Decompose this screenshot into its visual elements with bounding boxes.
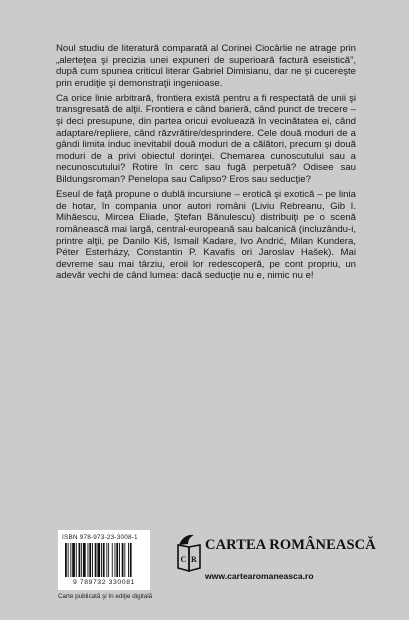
digital-edition-note: Carte publicată şi în ediţie digitală bbox=[58, 593, 153, 600]
publisher-name: CARTEA ROMÂNEASCĂ bbox=[205, 537, 376, 553]
blurb-paragraph-1: Noul studiu de literatură comparată al Corinei Ciocârlie ne atrage prin „alerteţea şi precizia unei expuneri de superioară factură eseistică”, după cum spunea criticul literar Gabriel Dimisianu, dar ne şi cucereşte prin erudiţie şi demonstraţii ingenioase. bbox=[56, 43, 356, 89]
isbn-barcode-box bbox=[58, 530, 150, 590]
blurb-paragraph-3: Eseul de faţă propune o dublă incursiune – erotică şi exotică – pe linia de hotar, în compania unor autori români (Liviu Rebreanu, Gib I. Mihăescu, Mircea Eliade, Ştefan Bănulescu) distribuiţi pe o scenă românească mai largă, central-europeană sau balcanică (incluzându-i, printre alţii, pe Danilo Kiš, Ismail Kadare, Ivo Andrić, Milan Kundera, Péter Esterházy, Constantin P. Kavafis ori Jaroslav Hašek). Mai devreme sau mai târziu, eroii lor redescoperă, pe cont propriu, un adevăr vechi de când lumea: dacă seducţie nu e, nimic nu e! bbox=[56, 189, 356, 282]
svg-text:R: R bbox=[191, 555, 197, 564]
cr-book-logo-icon bbox=[176, 531, 202, 577]
barcode-icon bbox=[63, 543, 145, 579]
blurb-paragraph-2: Ca orice linie arbitrară, frontiera există pentru a fi respectată de unii şi transgresată de alţii. Frontiera e când barieră, când punct de trecere – şi deci presupune, din partea oricui evoluează în vecinătatea ei, când adaptare/repliere, când răzvrătire/desprindere. Cele două moduri de a gândi limita induc inevitabil două moduri de a călători, precum şi două moduri de a privi obiectul dorinţei. Chemarea cunoscutului sau a necunoscutului? Rotire în cerc sau fugă perpetuă? Odisee sau Bildungsroman? Penelopa sau Calipso? Eros sau seducţie? bbox=[56, 92, 356, 186]
blurb bbox=[56, 43, 356, 285]
isbn-label: ISBN 978-973-23-3008-1 bbox=[62, 534, 138, 541]
barcode-number: 9 789732 330081 bbox=[73, 579, 135, 586]
publisher-website-link[interactable]: www.cartearomaneasca.ro bbox=[205, 571, 314, 581]
svg-text:C: C bbox=[180, 555, 187, 564]
